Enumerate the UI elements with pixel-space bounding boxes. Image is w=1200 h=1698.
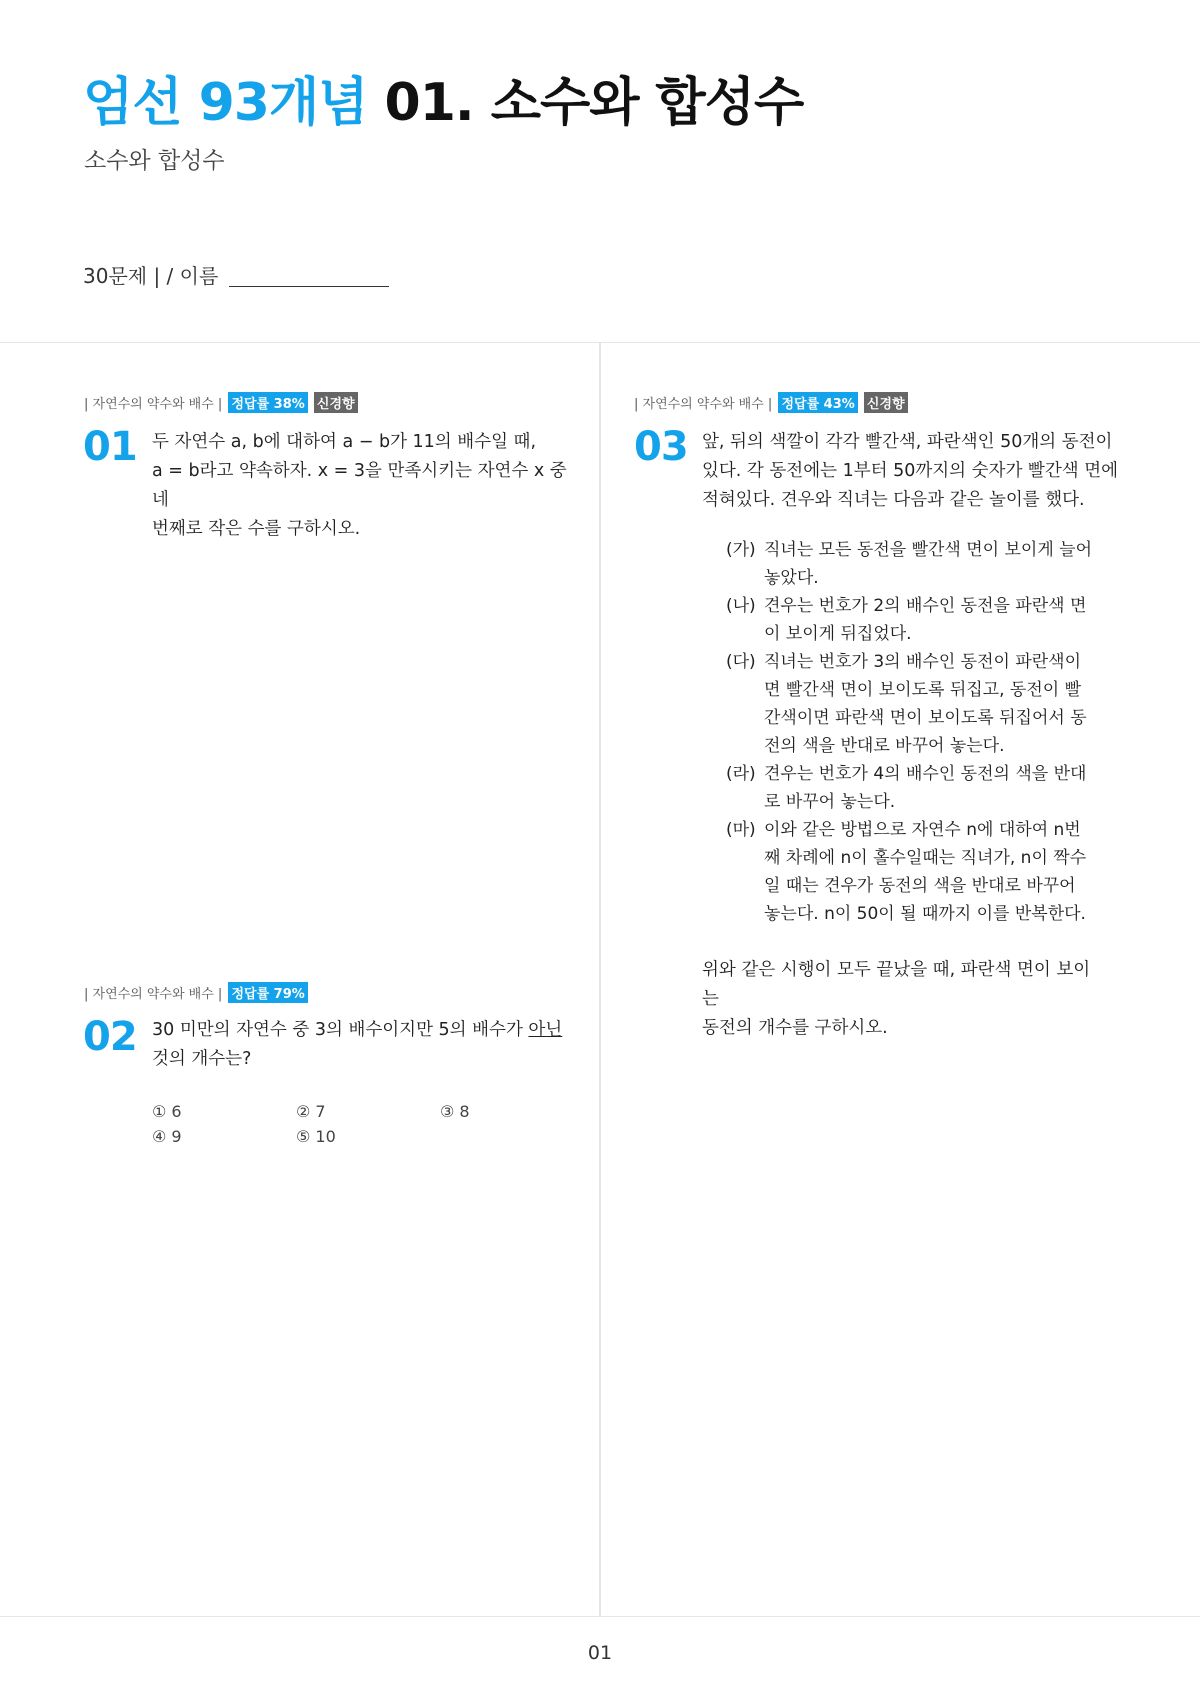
question-number: 03 [634,424,688,470]
page-subtitle: 소수와 합성수 [84,148,225,174]
underlined-word: 아닌 [528,1020,563,1040]
condition-label: (다) [726,652,756,672]
question-text-line: 앞, 뒤의 색깔이 각각 빨간색, 파란색인 50개의 동전이 [702,432,1113,452]
question-text-line: a = b라고 약속하자. x = 3을 만족시키는 자연수 x 중 네 [152,461,567,510]
choice-4[interactable]: ④ 9 [152,1127,182,1146]
question-number: 01 [83,424,137,470]
question-text-line: 적혀있다. 견우와 직녀는 다음과 같은 놀이를 했다. [702,490,1085,510]
question-category: | 자연수의 약수와 배수 | [84,397,223,412]
question-text [152,428,572,544]
question-text-line: 번째로 작은 수를 구하시오. [152,519,361,539]
condition-label: (가) [726,540,756,560]
condition-text: 이와 같은 방법으로 자연수 n에 대하여 n번째 차례에 n이 홀수일때는 직녀가, n이 짝수일 때는 견우가 동전의 색을 반대로 바꾸어 놓는다. n이 50이 될 때까지 이를 반복한다. [764,820,1087,924]
accuracy-badge: 정답률 38% [228,392,307,413]
condition-text: 견우는 번호가 4의 배수인 동전의 색을 반대로 바꾸어 놓는다. [764,764,1087,812]
question-text-line: 위와 같은 시행이 모두 끝났을 때, 파란색 면이 보이는 [702,960,1091,1009]
page-title [83,60,803,135]
question-count-label: 30문제 | / 이름 [83,264,219,288]
title-rest: 01. 소수와 합성수 [384,73,804,133]
condition-list [726,536,1096,928]
question-count-name-line [83,260,389,289]
condition-label: (나) [726,596,756,616]
question-text-line: 동전의 개수를 구하시오. [702,1018,888,1038]
condition-item [726,648,1096,760]
column-divider [599,342,601,1616]
condition-text: 직녀는 번호가 3의 배수인 동전이 파란색이면 빨간색 면이 보이도록 뒤집고, 동전이 빨간색이면 파란색 면이 보이도록 뒤집어서 동전의 색을 반대로 바꾸어 놓는다. [764,652,1087,756]
condition-item [726,760,1096,816]
question-text-segment: 30 미만의 자연수 중 3의 배수이지만 5의 배수가 [152,1020,529,1040]
condition-text: 직녀는 모든 동전을 빨간색 면이 보이게 늘어놓았다. [764,540,1093,588]
footer-divider [0,1616,1200,1617]
choice-1[interactable]: ① 6 [152,1102,182,1121]
condition-label: (라) [726,764,756,784]
question-text-line: 것의 개수는? [152,1049,252,1069]
question-text-line: 두 자연수 a, b에 대하여 a − b가 11의 배수일 때, [152,432,537,452]
title-highlight: 엄선 93개념 [83,73,368,133]
question-category: | 자연수의 약수와 배수 | [84,987,223,1002]
question-meta [634,392,908,413]
condition-item [726,592,1096,648]
question-text [152,1016,572,1074]
name-blank[interactable] [229,286,389,287]
condition-item [726,536,1096,592]
condition-label: (마) [726,820,756,840]
answer-choices [152,1102,512,1146]
new-type-badge: 신경향 [864,392,908,413]
question-number: 02 [83,1014,137,1060]
page-number: 01 [587,1642,613,1664]
choice-3[interactable]: ③ 8 [440,1102,470,1121]
question-meta [84,982,308,1003]
accuracy-badge: 정답률 43% [778,392,857,413]
accuracy-badge: 정답률 79% [228,982,307,1003]
choice-5[interactable]: ⑤ 10 [296,1127,336,1146]
question-text [702,428,1122,515]
question-final-prompt [702,956,1102,1043]
choice-2[interactable]: ② 7 [296,1102,326,1121]
new-type-badge: 신경향 [314,392,358,413]
question-meta [84,392,358,413]
question-category: | 자연수의 약수와 배수 | [634,397,773,412]
question-text-line [152,1016,572,1045]
question-text-line: 있다. 각 동전에는 1부터 50까지의 숫자가 빨간색 면에 [702,461,1119,481]
condition-text: 견우는 번호가 2의 배수인 동전을 파란색 면이 보이게 뒤집었다. [764,596,1087,644]
condition-item [726,816,1096,928]
